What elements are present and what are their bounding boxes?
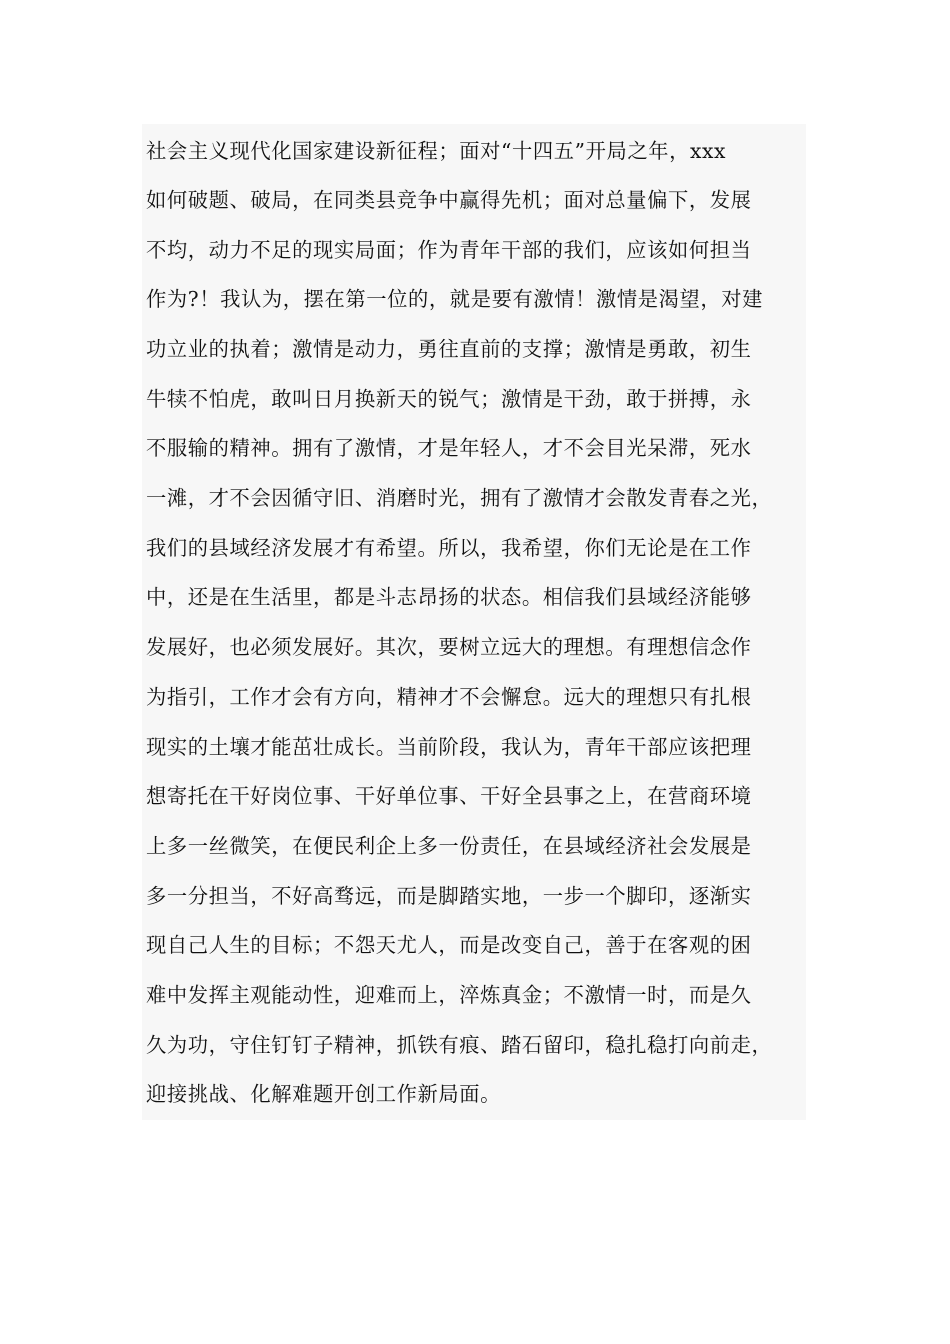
text-line: 不服输的精神。拥有了激情，才是年轻人，才不会目光呆滞，死水: [146, 436, 752, 460]
text-line: 现实的土壤才能茁壮成长。当前阶段，我认为，青年干部应该把理: [146, 735, 752, 759]
text-line: 想寄托在干好岗位事、干好单位事、干好全县事之上，在营商环境: [146, 784, 752, 808]
text-line: 不均，动力不足的现实局面；作为青年干部的我们，应该如何担当: [146, 238, 752, 262]
text-line: 发展好，也必须发展好。其次，要树立远大的理想。有理想信念作: [146, 635, 752, 659]
text-line: 现自己人生的目标；不怨天尤人，而是改变自己，善于在客观的困: [146, 933, 752, 957]
text-line: 为指引，工作才会有方向，精神才不会懈怠。远大的理想只有扎根: [146, 685, 752, 709]
text-line: 久为功，守住钉钉子精神，抓铁有痕、踏石留印，稳扎稳打向前走，: [146, 1033, 773, 1057]
body-text-block: [142, 124, 806, 1120]
text-line: 我们的县域经济发展才有希望。所以，我希望，你们无论是在工作: [146, 536, 752, 560]
text-line: 如何破题、破局，在同类县竞争中赢得先机；面对总量偏下，发展: [146, 188, 752, 212]
text-line: 难中发挥主观能动性，迎难而上，淬炼真金；不激情一时，而是久: [146, 983, 752, 1007]
text-line: 中，还是在生活里，都是斗志昂扬的状态。相信我们县域经济能够: [146, 585, 752, 609]
text-line: 牛犊不怕虎，敢叫日月换新天的锐气；激情是干劲，敢于拼搏，永: [146, 387, 752, 411]
text-line: 多一分担当，不好高骛远，而是脚踏实地，一步一个脚印，逐渐实: [146, 884, 752, 908]
text-line: 作为?！我认为，摆在第一位的，就是要有激情！激情是渴望，对建: [146, 287, 764, 311]
text-line: 一滩，才不会因循守旧、消磨时光，拥有了激情才会散发青春之光，: [146, 486, 773, 510]
text-line: 社会主义现代化国家建设新征程；面对“十四五”开局之年，xxx: [146, 139, 727, 163]
text-line: 功立业的执着；激情是动力，勇往直前的支撑；激情是勇敢，初生: [146, 337, 752, 361]
text-line: 上多一丝微笑，在便民利企上多一份责任，在县域经济社会发展是: [146, 834, 752, 858]
text-line: 迎接挑战、化解难题开创工作新局面。: [146, 1082, 501, 1106]
